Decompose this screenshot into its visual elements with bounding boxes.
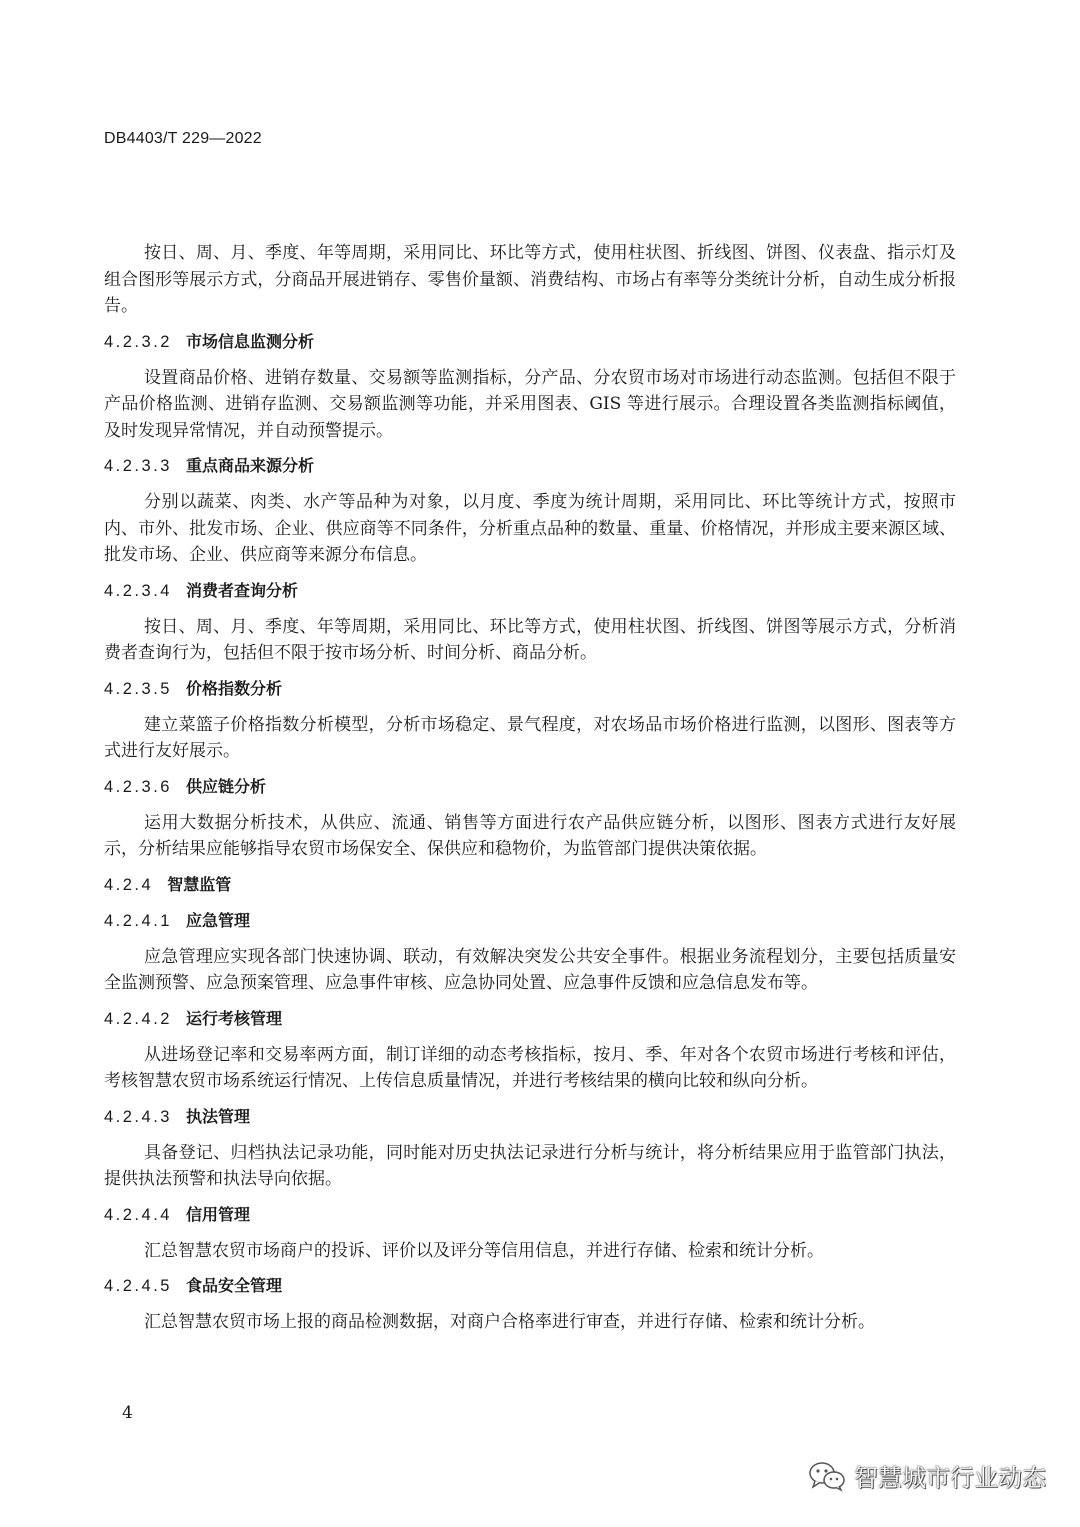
section-number: 4.2.4.1 xyxy=(104,911,172,930)
section-number: 4.2.4.2 xyxy=(104,1009,172,1028)
section-title: 运行考核管理 xyxy=(185,1008,282,1028)
page-number: 4 xyxy=(122,1403,133,1423)
section-number: 4.2.3.6 xyxy=(104,777,172,796)
section-title: 供应链分析 xyxy=(185,776,266,796)
paragraph: 汇总智慧农贸市场上报的商品检测数据，对商户合格率进行审查，并进行存储、检索和统计分析。 xyxy=(144,1312,875,1332)
section-number: 4.2.4 xyxy=(104,875,154,894)
section-heading xyxy=(104,1104,956,1130)
paragraph: 汇总智慧农贸市场商户的投诉、评价以及评分等信用信息，并进行存储、检索和统计分析。 xyxy=(144,1240,824,1261)
section-title: 价格指数分析 xyxy=(185,678,282,698)
section-number: 4.2.3.3 xyxy=(104,457,172,475)
paragraph: 应急管理应实现各部门快速协调、联动，有效解决突发公共安全事件。根据业务流程划分，主要包括质量安全监测预警、应急预案管理、应急事件审核、应急协同处置、应急事件反馈和应急信息发布等。 xyxy=(104,946,956,993)
section-number: 4.2.3.4 xyxy=(104,581,172,600)
section-heading xyxy=(104,1006,956,1032)
section-heading xyxy=(104,329,956,355)
paragraph: 具备登记、归档执法记录功能，同时能对历史执法记录进行分析与统计，将分析结果应用于监管部门执法，提供执法预警和执法导向依据。 xyxy=(104,1142,956,1189)
paragraph: 运用大数据分析技术，从供应、流通、销售等方面进行农产品供应链分析，以图形、图表方式进行友好展示，分析结果应能够指导农贸市场保安全、保供应和稳物价，为监管部门提供决策依据。 xyxy=(104,812,956,859)
section-title: 消费者查询分析 xyxy=(185,580,298,600)
paragraph: 按日、周、月、季度、年等周期，采用同比、环比等方式，使用柱状图、折线图、饼图、仪表盘、指示灯及组合图形等展示方式，分商品开展进销存、零售价量额、消费结构、市场占有率等分类统计分析，自动生成分析报告。 xyxy=(104,243,956,316)
section-heading xyxy=(104,908,956,934)
section-number: 4.2.4.5 xyxy=(104,1277,172,1295)
section-title: 食品安全管理 xyxy=(185,1276,282,1295)
watermark-text: 智慧城市行业动态 xyxy=(854,1464,1046,1492)
paragraph: 建立菜篮子价格指数分析模型，分析市场稳定、景气程度，对农场品市场价格进行监测，以图形、图表等方式进行友好展示。 xyxy=(104,714,956,761)
section-heading xyxy=(104,578,956,604)
section-number: 4.2.3.2 xyxy=(104,332,172,351)
section-number: 4.2.3.5 xyxy=(104,679,172,698)
section-title: 重点商品来源分析 xyxy=(185,456,314,475)
section-heading xyxy=(104,872,956,898)
document-code: DB4403/T 229—2022 xyxy=(104,130,262,147)
section-heading xyxy=(104,1273,956,1299)
section-title: 信用管理 xyxy=(185,1204,250,1224)
section-heading xyxy=(104,676,956,702)
section-heading xyxy=(104,453,956,479)
paragraph: 分别以蔬菜、肉类、水产等品种为对象，以月度、季度为统计周期，采用同比、环比等统计方式，按照市内、市外、批发市场、企业、供应商等不同条件，分析重点品种的数量、重量、价格情况，并形成主要来源区域、批发市场、企业、供应商等来源分布信息。 xyxy=(104,492,956,565)
watermark xyxy=(808,1458,1046,1493)
wechat-icon xyxy=(808,1460,846,1492)
section-title: 市场信息监测分析 xyxy=(185,331,314,351)
section-title: 执法管理 xyxy=(185,1106,250,1126)
section-title: 应急管理 xyxy=(185,910,250,930)
section-title: 智慧监管 xyxy=(167,874,232,894)
section-heading xyxy=(104,1202,956,1228)
paragraph: 从进场登记率和交易率两方面，制订详细的动态考核指标，按月、季、年对各个农贸市场进行考核和评估，考核智慧农贸市场系统运行情况、上传信息质量情况，并进行考核结果的横向比较和纵向分析。 xyxy=(104,1044,956,1091)
document-body xyxy=(104,240,956,1336)
section-number: 4.2.4.3 xyxy=(104,1107,172,1126)
paragraph: 设置商品价格、进销存数量、交易额等监测指标，分产品、分农贸市场对市场进行动态监测。包括但不限于产品价格监测、进销存监测、交易额监测等功能，并采用图表、GIS 等进行展示。合理设置各类监测指标阈值，及时发现异常情况，并自动预警提示。 xyxy=(104,367,956,441)
section-heading xyxy=(104,774,956,800)
paragraph: 按日、周、月、季度、年等周期，采用同比、环比等方式，使用柱状图、折线图、饼图等展示方式，分析消费者查询行为，包括但不限于按市场分析、时间分析、商品分析。 xyxy=(104,616,956,663)
section-number: 4.2.4.4 xyxy=(104,1205,172,1224)
